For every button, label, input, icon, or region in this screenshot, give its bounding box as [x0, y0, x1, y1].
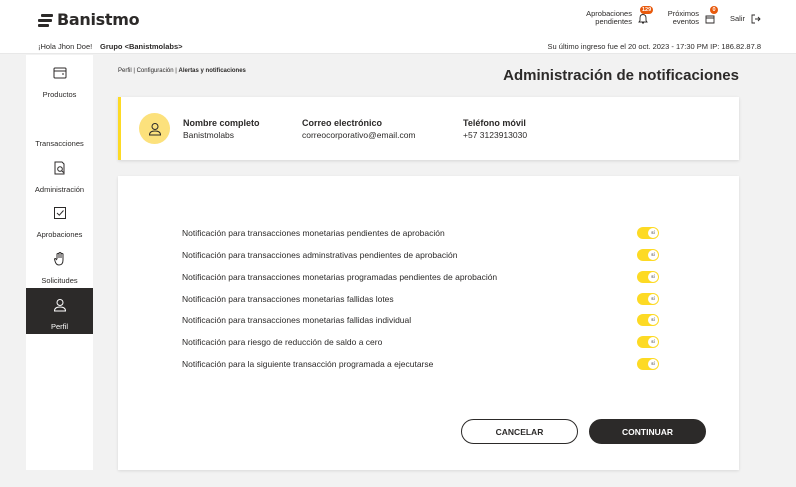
- bell-icon: [637, 7, 652, 24]
- notification-row: [182, 226, 659, 240]
- approvals-pending-label: Aprobaciones pendientes: [586, 9, 632, 26]
- notification-label: Notificación para transacciones monetarias fallidas individual: [182, 315, 412, 325]
- notification-row: [182, 248, 659, 262]
- breadcrumb-current: Alertas y notificaciones: [178, 68, 246, 74]
- breadcrumb-separator: |: [175, 68, 179, 74]
- sidebar-item-solicitudes[interactable]: [26, 251, 93, 288]
- profile-phone-label: Teléfono móvil: [463, 118, 526, 128]
- profile-name-value: Banistmolabs: [183, 130, 235, 140]
- notification-toggle[interactable]: [637, 227, 659, 239]
- events-count-badge: 0: [710, 6, 718, 14]
- notification-row: [182, 357, 659, 371]
- wallet-icon: [52, 65, 68, 81]
- profile-email-value: correocorporativo@email.com: [302, 130, 416, 140]
- notification-toggle[interactable]: [637, 293, 659, 305]
- toggle-knob: sí: [648, 294, 658, 304]
- notification-toggle[interactable]: [637, 314, 659, 326]
- sidebar-item-administracion[interactable]: [26, 160, 93, 197]
- breadcrumb: [118, 68, 246, 74]
- profile-name-field: [183, 118, 260, 140]
- sidebar-item-label: Productos: [42, 90, 77, 99]
- document-search-icon: [52, 160, 68, 176]
- notification-row: [182, 313, 659, 327]
- toggle-knob: sí: [648, 337, 658, 347]
- upcoming-events-label: Próximos eventos: [667, 9, 699, 26]
- sidebar-item-aprobaciones[interactable]: [26, 205, 93, 242]
- notification-toggle[interactable]: [637, 336, 659, 348]
- sidebar-item-transacciones[interactable]: [26, 133, 93, 151]
- sidebar-item-label: Solicitudes: [41, 276, 78, 285]
- profile-email-field: [302, 118, 416, 140]
- toggle-knob: sí: [648, 315, 658, 325]
- profile-phone-field: [463, 118, 527, 140]
- notification-label: Notificación para la siguiente transacción programada a ejecutarse: [182, 359, 434, 369]
- sidebar: [26, 55, 93, 470]
- breadcrumb-item-configuracion[interactable]: Configuración: [136, 68, 174, 74]
- last-login-info: Su último ingreso fue el 20 oct. 2023 - 17:30 PM IP: 186.82.87.8: [547, 42, 761, 51]
- notifications-card: [118, 176, 739, 470]
- upcoming-events-button[interactable]: [663, 7, 716, 26]
- top-bar: [0, 0, 796, 40]
- greeting: ¡Hola Jhon Doe!: [38, 42, 93, 51]
- notification-label: Notificación para transacciones monetarias fallidas lotes: [182, 294, 394, 304]
- info-bar: [0, 40, 796, 54]
- checkbox-icon: [52, 205, 68, 221]
- notification-label: Notificación para riesgo de reducción de saldo a cero: [182, 337, 383, 347]
- group-name: Grupo <Banistmolabs>: [100, 42, 183, 51]
- exit-label: Salir: [729, 13, 745, 23]
- notification-label: Notificación para transacciones monetarias programadas pendientes de aprobación: [182, 272, 498, 282]
- page-title: Administración de notificaciones: [503, 67, 739, 84]
- toggle-knob: sí: [648, 272, 658, 282]
- approvals-count-badge: 129: [641, 7, 652, 13]
- exit-button[interactable]: [730, 12, 762, 24]
- profile-phone-value: +57 3123913030: [463, 130, 528, 140]
- sidebar-item-productos[interactable]: [26, 65, 93, 102]
- profile-name-label: Nombre completo: [183, 118, 260, 128]
- notification-label: Notificación para transacciones monetarias pendientes de aprobación: [182, 228, 445, 238]
- user-icon: [147, 121, 163, 137]
- notification-row: [182, 270, 659, 284]
- logo-mark-icon: [38, 13, 53, 27]
- notification-label: Notificación para transacciones adminstrativas pendientes de aprobación: [182, 250, 458, 260]
- notification-row: [182, 292, 659, 306]
- toggle-knob: sí: [648, 228, 658, 238]
- brand-name: Banistmo: [57, 10, 140, 29]
- breadcrumb-item-perfil[interactable]: Perfil: [118, 68, 132, 74]
- top-actions: [580, 7, 762, 26]
- profile-card: [118, 97, 739, 160]
- sidebar-item-perfil[interactable]: [26, 288, 93, 334]
- sidebar-item-label: Perfil: [50, 322, 69, 331]
- avatar: [139, 113, 170, 144]
- user-icon: [52, 297, 68, 313]
- calendar-icon: [704, 7, 716, 24]
- sidebar-item-label: Aprobaciones: [36, 230, 83, 239]
- notification-toggle[interactable]: [637, 271, 659, 283]
- toggle-knob: sí: [648, 359, 658, 369]
- hand-icon: [52, 251, 68, 267]
- banistmo-logo[interactable]: [38, 10, 139, 29]
- sidebar-item-label: Administración: [34, 185, 85, 194]
- notification-toggle[interactable]: [637, 358, 659, 370]
- notification-row: [182, 335, 659, 349]
- logout-icon: [750, 12, 762, 24]
- continue-button[interactable]: CONTINUAR: [589, 419, 706, 444]
- approvals-pending-button[interactable]: [580, 7, 652, 26]
- breadcrumb-separator: |: [133, 68, 137, 74]
- sidebar-item-label: Transacciones: [35, 139, 84, 148]
- cancel-button[interactable]: CANCELAR: [461, 419, 578, 444]
- profile-email-label: Correo electrónico: [302, 118, 383, 128]
- toggle-knob: sí: [648, 250, 658, 260]
- notification-toggle[interactable]: [637, 249, 659, 261]
